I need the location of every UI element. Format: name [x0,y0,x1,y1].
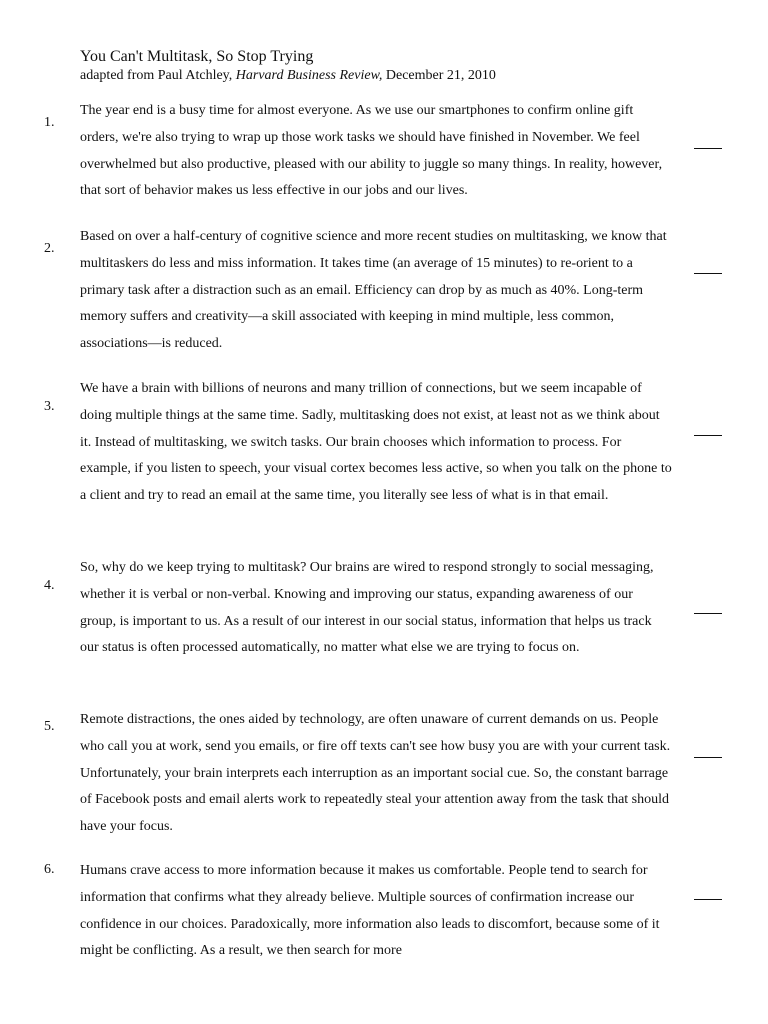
paragraph-text: Humans crave access to more information because it makes us comfortable. People tend to search for information that confirms what they already believe. Multiple sources of confirmation increase our confidence in our choices. Paradoxically, more information also leads to discomfort, because some of it might be conflicting. As a result, we then search for more [80,863,660,959]
byline-source: Harvard Business Review, [235,68,383,83]
byline-date: December 21, 2010 [382,68,496,83]
paragraph-number: 1. [44,115,55,130]
answer-blank[interactable] [694,899,722,900]
paragraph-text: So, why do we keep trying to multitask? Our brains are wired to respond strongly to social messaging, whether it is verbal or non-verbal. Knowing and improving our status, expanding awareness of our group, is important to us. As a result of our interest in our social status, information that helps us track our status is often processed automatically, no matter what else we are trying to focus on. [80,560,654,656]
paragraph-number: 6. [44,862,55,877]
answer-blank[interactable] [694,273,722,274]
paragraph-text: The year end is a busy time for almost everyone. As we use our smartphones to confirm online gift orders, we're also trying to wrap up those work tasks we should have finished in November. We feel overwhelmed but also productive, pleased with our ability to juggle so many things. In reality, however, that sort of behavior makes us less effective in our jobs and our lives. [80,103,663,199]
answer-blank[interactable] [694,435,722,436]
paragraph-number: 2. [44,241,55,256]
paragraph-number: 4. [44,578,55,593]
paragraph-number: 3. [44,399,55,414]
paragraph-text: Remote distractions, the ones aided by technology, are often unaware of current demands on us. People who call you at work, send you emails, or fire off texts can't see how busy you are with your current task. Unfortunately, your brain interprets each interruption as an important social cue. So, the constant barrage of Facebook posts and email alerts work to repeatedly steal your attention away from the task that should have your focus. [80,712,671,835]
answer-blank[interactable] [694,613,722,614]
article-title: You Can't Multitask, So Stop Trying [80,48,314,65]
article-byline [80,67,496,85]
answer-blank[interactable] [694,148,722,149]
answer-blank[interactable] [694,757,722,758]
paragraph-text: We have a brain with billions of neurons and many trillion of connections, but we seem incapable of doing multiple things at the same time. Sadly, multitasking does not exist, at least not as we think about it. Instead of multitasking, we switch tasks. Our brain chooses which information to process. For example, if you listen to speech, your visual cortex becomes less active, so when you talk on the phone to a client and try to read an email at the same time, you literally see less of what is in that email. [80,381,672,504]
byline-author: adapted from Paul Atchley, [80,68,236,83]
paragraph-number: 5. [44,719,55,734]
paragraph-text: Based on over a half-century of cognitive science and more recent studies on multitasking, we know that multitaskers do less and miss information. It takes time (an average of 15 minutes) to re-orient to a primary task after a distraction such as an email. Efficiency can drop by as much as 40%. Long-term memory suffers and creativity—a skill associated with keeping in mind multiple, less common, associations—is reduced. [80,229,667,352]
document-header [80,47,496,85]
